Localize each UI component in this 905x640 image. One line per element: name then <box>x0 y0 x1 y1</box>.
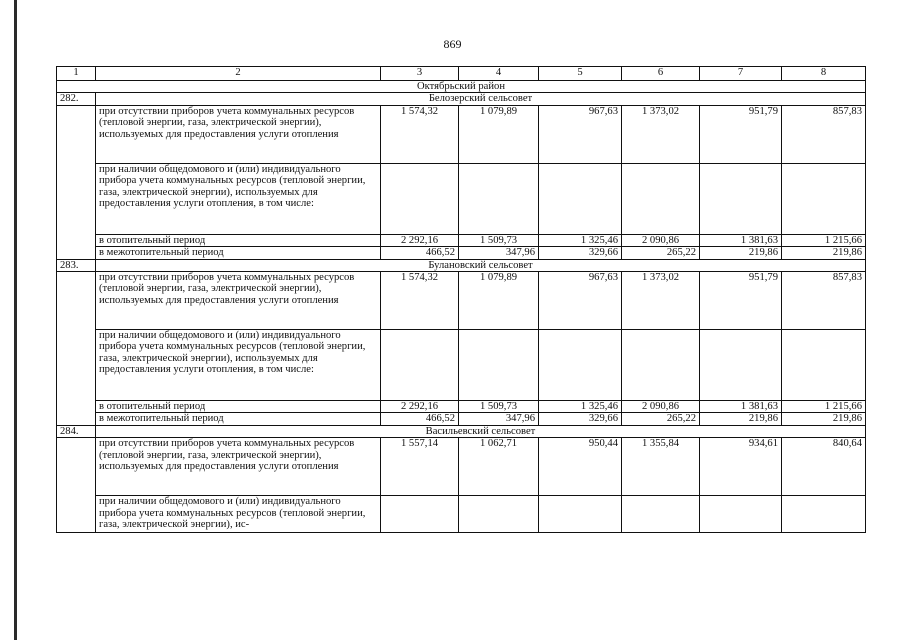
value-cell: 1 381,63 <box>700 234 782 246</box>
value-cell: 219,86 <box>700 413 782 425</box>
row-label: при наличии общедомового и (или) индивидуального прибора учета коммунальных ресурсов (тепловой энергии, газа, электрической энергии), используемых для предоставления услуги отопления, в том числе: <box>96 330 381 401</box>
value-cell: 967,63 <box>539 272 622 330</box>
value-cell: 2 292,16 <box>381 401 459 413</box>
value-cell: 329,66 <box>539 247 622 259</box>
table-row <box>57 401 866 413</box>
settlement-row <box>57 425 866 437</box>
empty-cell <box>381 163 459 234</box>
value-cell: 265,22 <box>622 413 700 425</box>
empty-cell <box>539 496 622 533</box>
value-cell: 1 079,89 <box>459 105 539 163</box>
value-cell: 1 509,73 <box>459 401 539 413</box>
value-cell: 857,83 <box>782 105 866 163</box>
table-row <box>57 234 866 246</box>
value-cell: 1 557,14 <box>381 438 459 496</box>
empty-cell <box>539 330 622 401</box>
row-number: 283. <box>57 259 96 271</box>
table-row <box>57 272 866 330</box>
value-cell: 1 373,02 <box>622 105 700 163</box>
empty-cell <box>57 438 96 533</box>
empty-cell <box>782 163 866 234</box>
empty-cell <box>700 330 782 401</box>
row-label: при наличии общедомового и (или) индивидуального прибора учета коммунальных ресурсов (тепловой энергии, газа, электрической энергии), ис- <box>96 496 381 533</box>
page-number: 869 <box>443 37 462 51</box>
settlement-row <box>57 93 866 105</box>
table-row <box>57 496 866 533</box>
value-cell: 1 574,32 <box>381 105 459 163</box>
col-header: 2 <box>96 67 381 81</box>
value-cell: 2 292,16 <box>381 234 459 246</box>
table-row <box>57 330 866 401</box>
empty-cell <box>381 330 459 401</box>
empty-cell <box>459 163 539 234</box>
empty-cell <box>622 163 700 234</box>
col-header: 1 <box>57 67 96 81</box>
table-row <box>57 247 866 259</box>
value-cell: 1 325,46 <box>539 234 622 246</box>
empty-cell <box>57 272 96 426</box>
value-cell: 967,63 <box>539 105 622 163</box>
col-header: 5 <box>539 67 622 81</box>
row-number: 282. <box>57 93 96 105</box>
empty-cell <box>459 496 539 533</box>
value-cell: 840,64 <box>782 438 866 496</box>
value-cell: 1 373,02 <box>622 272 700 330</box>
empty-cell <box>57 105 96 259</box>
value-cell: 219,86 <box>782 413 866 425</box>
value-cell: 347,96 <box>459 413 539 425</box>
district-title: Октябрьский район <box>57 81 866 93</box>
empty-cell <box>700 496 782 533</box>
value-cell: 857,83 <box>782 272 866 330</box>
value-cell: 1 355,84 <box>622 438 700 496</box>
empty-cell <box>782 330 866 401</box>
row-label: при отсутствии приборов учета коммунальных ресурсов (тепловой энергии, газа, электрической энергии), используемых для предоставления услуги отопления <box>96 105 381 163</box>
empty-cell <box>622 330 700 401</box>
value-cell: 951,79 <box>700 272 782 330</box>
value-cell: 466,52 <box>381 413 459 425</box>
value-cell: 2 090,86 <box>622 234 700 246</box>
row-label: в отопительный период <box>96 401 381 413</box>
empty-cell <box>459 330 539 401</box>
empty-cell <box>700 163 782 234</box>
value-cell: 329,66 <box>539 413 622 425</box>
settlement-row <box>57 259 866 271</box>
col-header: 4 <box>459 67 539 81</box>
table-row <box>57 105 866 163</box>
row-label: при наличии общедомового и (или) индивидуального прибора учета коммунальных ресурсов (тепловой энергии, газа, электрической энергии), используемых для предоставления услуги отопления, в том числе: <box>96 163 381 234</box>
value-cell: 1 079,89 <box>459 272 539 330</box>
scan-edge <box>14 0 17 640</box>
empty-cell <box>381 496 459 533</box>
value-cell: 219,86 <box>782 247 866 259</box>
table-row <box>57 438 866 496</box>
value-cell: 2 090,86 <box>622 401 700 413</box>
value-cell: 934,61 <box>700 438 782 496</box>
value-cell: 265,22 <box>622 247 700 259</box>
value-cell: 1 509,73 <box>459 234 539 246</box>
col-header: 7 <box>700 67 782 81</box>
col-header: 8 <box>782 67 866 81</box>
row-label: в межотопительный период <box>96 247 381 259</box>
table-row <box>57 163 866 234</box>
row-label: в межотопительный период <box>96 413 381 425</box>
empty-cell <box>539 163 622 234</box>
value-cell: 347,96 <box>459 247 539 259</box>
value-cell: 1 574,32 <box>381 272 459 330</box>
col-header: 3 <box>381 67 459 81</box>
value-cell: 1 325,46 <box>539 401 622 413</box>
empty-cell <box>782 496 866 533</box>
value-cell: 219,86 <box>700 247 782 259</box>
row-label: при отсутствии приборов учета коммунальных ресурсов (тепловой энергии, газа, электрической энергии), используемых для предоставления услуги отопления <box>96 272 381 330</box>
row-label: в отопительный период <box>96 234 381 246</box>
district-row <box>57 81 866 93</box>
value-cell: 950,44 <box>539 438 622 496</box>
value-cell: 466,52 <box>381 247 459 259</box>
settlement-name: Белозерский сельсовет <box>96 93 866 105</box>
tariff-table <box>56 66 866 533</box>
settlement-name: Васильевский сельсовет <box>96 425 866 437</box>
row-label: при отсутствии приборов учета коммунальных ресурсов (тепловой энергии, газа, электрической энергии), используемых для предоставления услуги отопления <box>96 438 381 496</box>
row-number: 284. <box>57 425 96 437</box>
value-cell: 1 215,66 <box>782 234 866 246</box>
value-cell: 1 381,63 <box>700 401 782 413</box>
value-cell: 1 062,71 <box>459 438 539 496</box>
value-cell: 951,79 <box>700 105 782 163</box>
value-cell: 1 215,66 <box>782 401 866 413</box>
column-numbers-row <box>57 67 866 81</box>
table-row <box>57 413 866 425</box>
settlement-name: Булановский сельсовет <box>96 259 866 271</box>
empty-cell <box>622 496 700 533</box>
col-header: 6 <box>622 67 700 81</box>
